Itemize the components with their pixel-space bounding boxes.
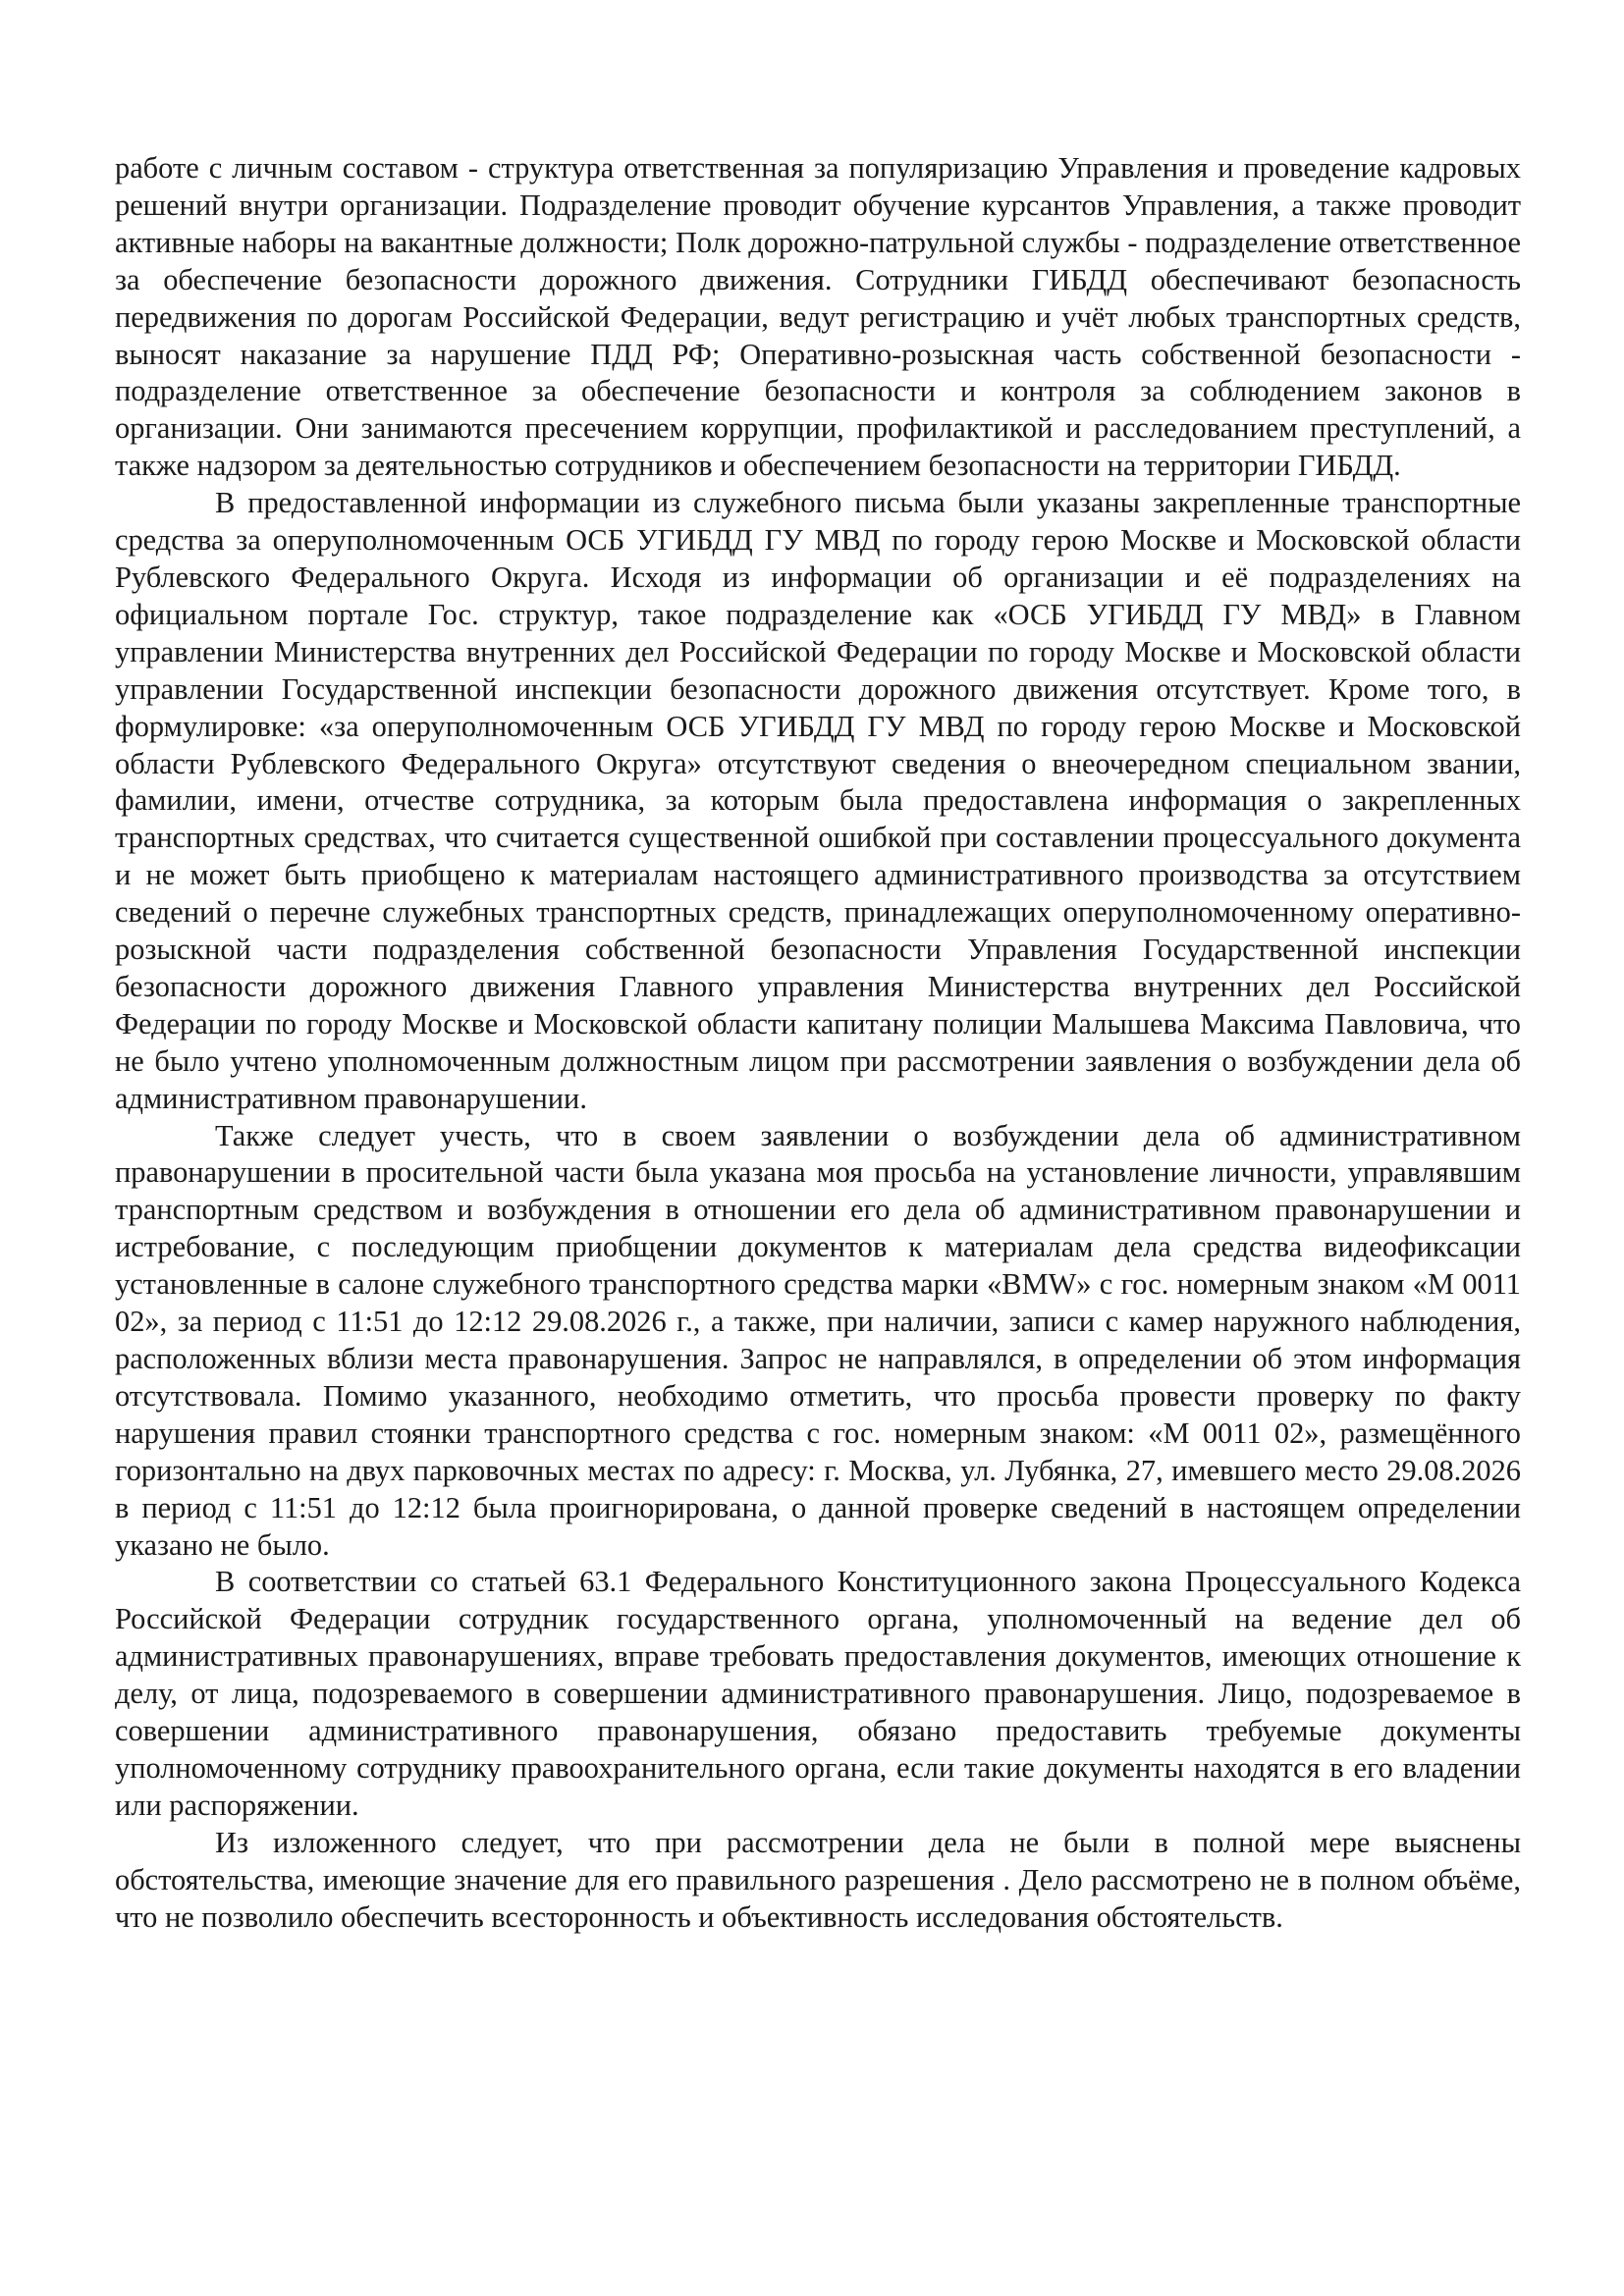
paragraph-3-request-unaddressed: Также следует учесть, что в своем заявлении о возбуждении дела об административном правонарушении в просительной части была указана моя просьба на установление личности, управлявшим транспортным средством и возбуждения в отношении его дела об административном правонарушении и истребование, с последующим приобщении документов к материалам дела средства видеофиксации установленные в салоне служебного транспортного средства марки «BMW» с гос. номерным знаком «М 0011 02», за период с 11:51 до 12:12 29.08.2026 г., а также, при наличии, записи с камер наружного наблюдения, расположенных вблизи места правонарушения. Запрос не направлялся, в определении об этом информация отсутствовала. Помимо указанного, необходимо отметить, что просьба провести проверку по факту нарушения правил стоянки транспортного средства с гос. номерным знаком: «М 0011 02», размещённого горизонтально на двух парковочных местах по адресу: г. Москва, ул. Лубянка, 27, имевшего место 29.08.2026 в период с 11:51 до 12:12 была проигнорирована, о данной проверке сведений в настоящем определении указано не было.	[115, 1118, 1521, 1562]
paragraph-2-vehicles-information: В предоставленной информации из служебного письма были указаны закрепленные транспортные средства за оперуполномоченным ОСБ УГИБДД ГУ МВД по городу герою Москве и Московской области Рублевского Федерального Округа. Исходя из информации об организации и её подразделениях на официальном портале Гос. структур, такое подразделение как «ОСБ УГИБДД ГУ МВД» в Главном управлении Министерства внутренних дел Российской Федерации по городу Москве и Московской области управлении Государственной инспекции безопасности дорожного движения отсутствует. Кроме того, в формулировке: «за оперуполномоченным ОСБ УГИБДД ГУ МВД по городу герою Москве и Московской области Рублевского Федерального Округа» отсутствуют сведения о внеочередном специальном звании, фамилии, имени, отчестве сотрудника, за которым была предоставлена информация о закрепленных транспортных средствах, что считается существенной ошибкой при составлении процессуального документа и не может быть приобщено к материалам настоящего административного производства за отсутствием сведений о перечне служебных транспортных средств, принадлежащих оперуполномоченному оперативно-розыскной части подразделения собственной безопасности Управления Государственной инспекции безопасности дорожного движения Главного управления Министерства внутренних дел Российской Федерации по городу Москве и Московской области капитану полиции Малышева Максима Павловича, что не было учтено уполномоченным должностным лицом при рассмотрении заявления о возбуждении дела об административном правонарушении.	[115, 486, 1521, 1115]
paragraph-1-continuation: работе с личным составом - структура ответственная за популяризацию Управления и проведение кадровых решений внутри организации. Подразделение проводит обучение курсантов Управления, а также проводит активные наборы на вакантные должности; Полк дорожно-патрульной службы - подразделение ответственное за обеспечение безопасности дорожного движения. Сотрудники ГИБДД обеспечивают безопасность передвижения по дорогам Российской Федерации, ведут регистрацию и учёт любых транспортных средств, выносят наказание за нарушение ПДД РФ; Оперативно-розыскная часть собственной безопасности - подразделение ответственное за обеспечение безопасности и контроля за соблюдением законов в организации. Они занимаются пресечением коррупции, профилактикой и расследованием преступлений, а также надзором за деятельностью сотрудников и обеспечением безопасности на территории ГИБДД.	[115, 151, 1521, 483]
document-body	[115, 150, 1521, 1937]
paragraph-4-legal-basis: В соответствии со статьей 63.1 Федерального Конституционного закона Процессуального Кодекса Российской Федерации сотрудник государственного органа, уполномоченный на ведение дел об административных правонарушениях, вправе требовать предоставления документов, имеющих отношение к делу, от лица, подозреваемого в совершении административного правонарушения. Лицо, подозреваемое в совершении административного правонарушения, обязано предоставить требуемые документы уполномоченному сотруднику правоохранительного органа, если такие документы находятся в его владении или распоряжении.	[115, 1565, 1521, 1822]
paragraph-5-conclusion: Из изложенного следует, что при рассмотрении дела не были в полной мере выяснены обстоятельства, имеющие значение для его правильного разрешения . Дело рассмотрено не в полном объёме, что не позволило обеспечить всесторонность и объективность исследования обстоятельств.	[115, 1825, 1521, 1934]
